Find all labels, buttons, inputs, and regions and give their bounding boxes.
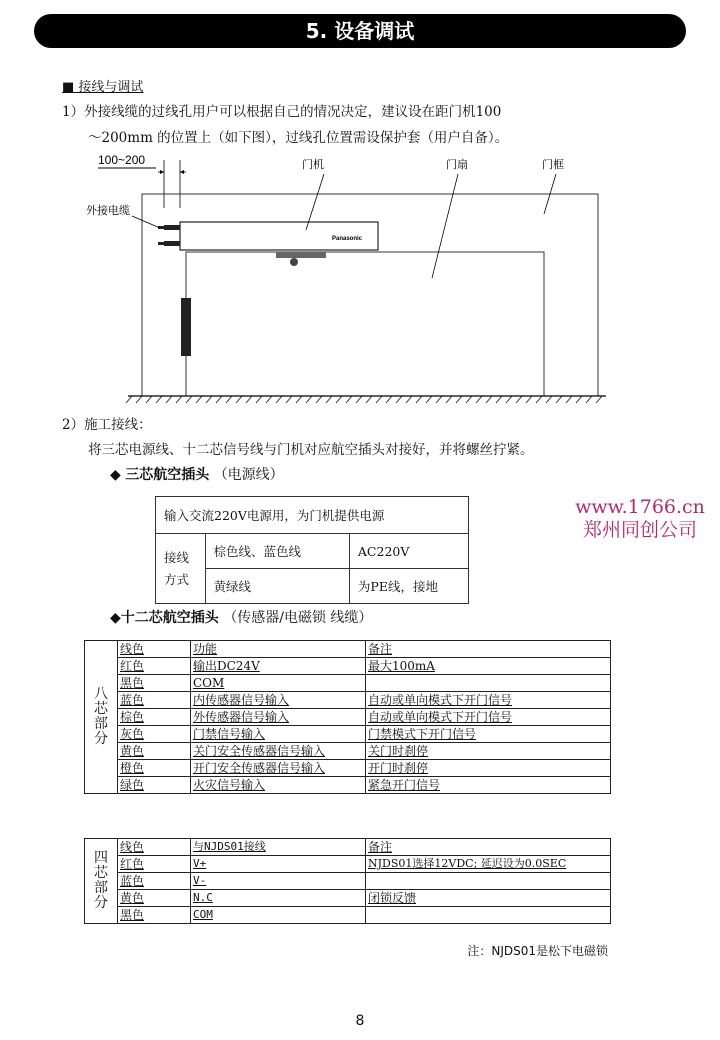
door-leaf-label: 门扇 (446, 158, 468, 171)
twelve-core-subtitle: （传感器/电磁锁 线缆） (223, 610, 373, 626)
wire-brown-blue: 棕色线、蓝色线 (205, 534, 349, 569)
four-core-table (84, 838, 611, 924)
three-core-title: 三芯航空插头 (125, 467, 210, 483)
table-row: 灰色 门禁信号输入 门禁模式下开门信号 (85, 726, 611, 743)
table-row: 黑色 COM (85, 675, 611, 692)
door-machine-label: 门机 (302, 158, 324, 171)
eight-core-side-label: 八 芯 部 分 (85, 641, 118, 794)
floor-hatch (126, 396, 602, 403)
table-row: 绿色 火灾信号输入 紧急开门信号 (85, 777, 611, 794)
table-header: 线色 (118, 839, 191, 856)
wire-yellow-green: 黄绿线 (205, 569, 349, 604)
eight-core-table (84, 640, 611, 794)
table-row: 红色 V+ NJDS01选择12VDC; 延迟设为0.0SEC (85, 856, 611, 873)
bullet-diamond-icon: ◆ (110, 610, 121, 626)
wire-brown-blue-note: AC220V (349, 534, 468, 569)
table-row: 黄色 N.C 闭锁反馈 (85, 890, 611, 907)
hanger-rail (276, 252, 326, 258)
paragraph-2-line-2: 将三芯电源线、十二芯信号线与门机对应航空插头对接好，并将螺丝拧紧。 (88, 442, 534, 458)
three-core-row-1: 输入交流220V电源用，为门机提供电源 (156, 497, 469, 534)
table-row: 橙色 开门安全传感器信号输入 开门时刹停 (85, 760, 611, 777)
table-header: 功能 (191, 641, 366, 658)
watermark-company: 郑州同创公司 (582, 519, 697, 541)
door-frame-label: 门框 (542, 158, 564, 171)
table-row: 黄色 关门安全传感器信号输入 关门时刹停 (85, 743, 611, 760)
twelve-core-title: 十二芯航空插头 (120, 610, 219, 626)
four-core-side-label: 四 芯 部 分 (85, 839, 118, 924)
cable-connectors (158, 225, 180, 246)
watermark (560, 496, 720, 542)
table-header: 与NJDS01接线 (191, 839, 366, 856)
footnote: 注：NJDS01是松下电磁锁 (467, 944, 608, 958)
table-row: 蓝色 内传感器信号输入 自动或单向模式下开门信号 (85, 692, 611, 709)
table-row: 红色 输出DC24V 最大100mA (85, 658, 611, 675)
cable-protector (181, 298, 191, 356)
table-row: 黑色 COM (85, 907, 611, 924)
watermark-url: www.1766.cn (575, 496, 705, 518)
three-core-heading (110, 464, 284, 484)
paragraph-1-line-1: 1）外接线缆的过线孔用户可以根据自己的情况决定，建议设在距门机100 (62, 104, 502, 120)
external-cable-label: 外接电缆 (86, 204, 130, 217)
page-number: 8 (355, 1013, 365, 1029)
three-core-table (155, 496, 469, 604)
table-header: 线色 (118, 641, 191, 658)
dimension-label: 100~200 (98, 153, 146, 167)
paragraph-2-line-1: 2）施工接线： (62, 417, 152, 433)
wiring-method-label: 接线方式 (156, 534, 206, 604)
installation-diagram (80, 148, 620, 410)
twelve-core-heading (110, 607, 372, 627)
section-title: ■ 接线与调试 (62, 80, 144, 95)
bullet-diamond-icon: ◆ (110, 467, 121, 483)
table-header: 备注 (366, 641, 611, 658)
door-machine-brand: Panasonic (332, 236, 363, 242)
table-row: 蓝色 V- (85, 873, 611, 890)
table-header: 备注 (366, 839, 611, 856)
door-opening (186, 252, 544, 396)
table-row: 棕色 外传感器信号输入 自动或单向模式下开门信号 (85, 709, 611, 726)
wire-yellow-green-note: 为PE线，接地 (349, 569, 468, 604)
paragraph-1-line-2: ～200mm 的位置上（如下图），过线孔位置需设保护套（用户自备）。 (88, 130, 509, 146)
three-core-subtitle: （电源线） (213, 467, 284, 483)
section-header: 5. 设备调试 (34, 14, 686, 48)
